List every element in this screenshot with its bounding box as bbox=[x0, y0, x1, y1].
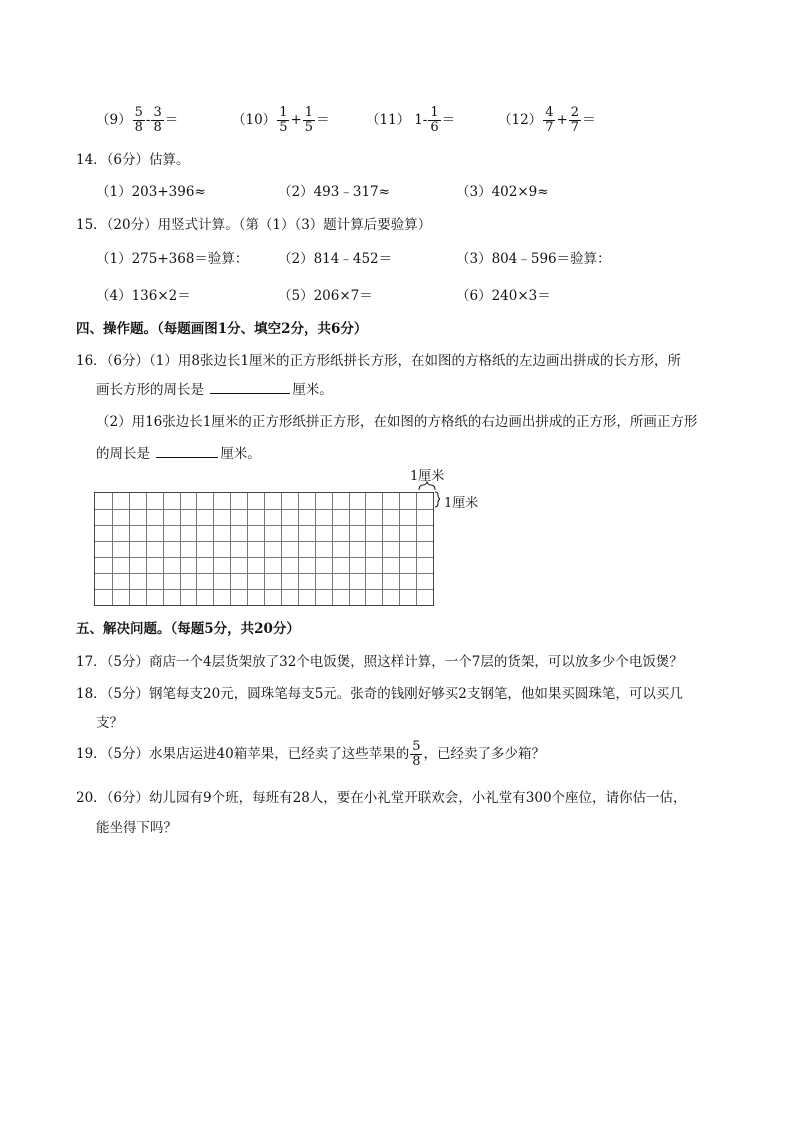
grid-paper[interactable] bbox=[94, 492, 434, 606]
q15-title: 15．（20分）用竖式计算。（第（1）（3）题计算后要验算） bbox=[76, 217, 432, 233]
q14-title: 14．（6分）估算。 bbox=[76, 152, 190, 168]
answer-blank[interactable] bbox=[156, 443, 218, 458]
grid-line-horizontal bbox=[95, 525, 433, 526]
q16-line-4: 的周长是 厘米。 bbox=[96, 442, 261, 462]
q15-item-1: （1）275+368＝验算： bbox=[96, 251, 249, 267]
q15-item-4: （4）136×2＝ bbox=[96, 288, 191, 304]
section-5-heading: 五、解决问题。（每题5分，共20分） bbox=[76, 621, 300, 637]
q14-item-3: （3）402×9≈ bbox=[456, 184, 549, 200]
q15-item-2: （2）814﹣452＝ bbox=[278, 251, 393, 267]
unit-label-top: 1厘米 bbox=[410, 469, 445, 484]
grid-line-horizontal bbox=[95, 573, 433, 574]
q18-line-2: 支？ bbox=[96, 715, 123, 731]
q20-line-2: 能坐得下吗？ bbox=[96, 820, 177, 836]
answer-blank[interactable] bbox=[210, 379, 290, 394]
grid-line-horizontal bbox=[95, 541, 433, 542]
q15-item-6: （6）240×3＝ bbox=[456, 288, 551, 304]
problem-9: （9） $\frac{5}{8}$ - $\frac{3}{8}$ ＝ bbox=[96, 105, 179, 135]
q19-text: 19．（5分）水果店运进40箱苹果，已经卖了这些苹果的 $\frac{5}{8}$ ，已经卖了多少箱？ bbox=[76, 739, 545, 769]
grid-line-horizontal bbox=[95, 589, 433, 590]
grid-line-horizontal bbox=[95, 509, 433, 510]
q15-item-3: （3）804﹣596＝验算： bbox=[456, 251, 611, 267]
q16-line-1: 16．（6分）（1）用8张边长1厘米的正方形纸拼长方形，在如图的方格纸的左边画出拼成的长方形，所 bbox=[76, 353, 682, 369]
problem-12: （12） $\frac{4}{7}$ + $\frac{2}{7}$ ＝ bbox=[498, 105, 596, 135]
q14-item-1: （1）203+396≈ bbox=[96, 184, 206, 200]
q17-text: 17．（5分）商店一个4层货架放了32个电饭煲，照这样计算，一个7层的货架，可以放多少个电饭煲？ bbox=[76, 654, 683, 670]
grid-line-horizontal bbox=[95, 557, 433, 558]
q14-item-2: （2）493﹣317≈ bbox=[278, 184, 390, 200]
q20-line-1: 20．（6分）幼儿园有9个班，每班有28人，要在小礼堂开联欢会，小礼堂有300个座位，请你估一估， bbox=[76, 790, 687, 806]
fraction: $\frac{5}{8}$ bbox=[134, 105, 143, 135]
q16-line-2: 画长方形的周长是 厘米。 bbox=[96, 378, 333, 398]
section-4-heading: 四、操作题。（每题画图1分、填空2分，共6分） bbox=[76, 321, 368, 337]
q16-line-3: （2）用16张边长1厘米的正方形纸拼正方形，在如图的方格纸的右边画出拼成的正方形，所画正方形 bbox=[96, 414, 698, 430]
fraction: $\frac{3}{8}$ bbox=[153, 105, 162, 135]
problem-10: （10） $\frac{1}{5}$ + $\frac{1}{5}$ ＝ bbox=[232, 105, 330, 135]
problem-11: （11） 1- $\frac{1}{6}$ ＝ bbox=[366, 105, 456, 135]
q18-line-1: 18．（5分）钢笔每支20元，圆珠笔每支5元。张奇的钱刚好够买2支钢笔，他如果买圆珠笔，可以买几 bbox=[76, 686, 683, 702]
unit-label-right: 1厘米 bbox=[444, 496, 479, 511]
fraction: $\frac{5}{8}$ bbox=[412, 739, 421, 769]
q15-item-5: （5）206×7＝ bbox=[278, 288, 373, 304]
